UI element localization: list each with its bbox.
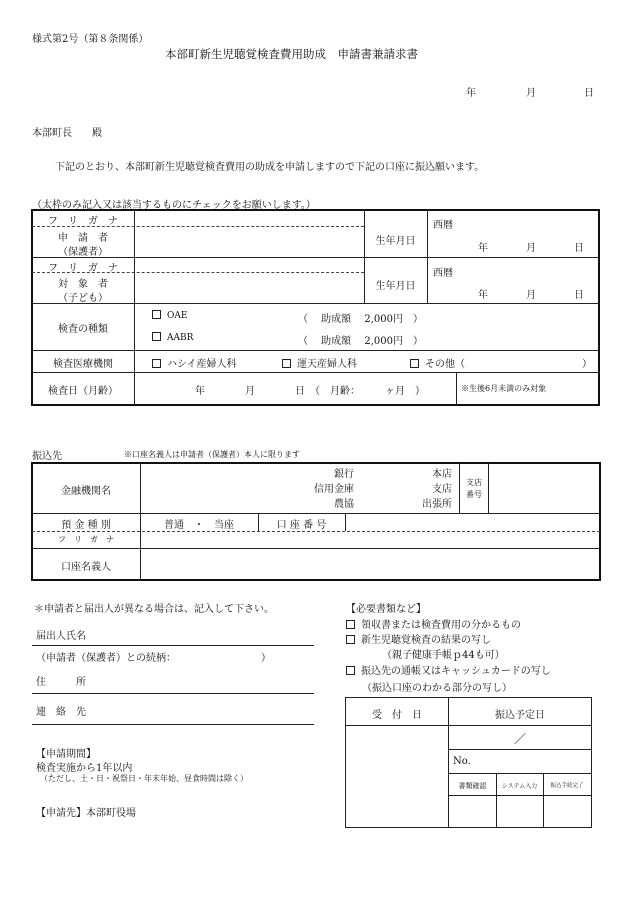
exam-date-note: ※生後6月未満のみ対象	[461, 384, 547, 393]
subject-label: 対 象 者	[58, 279, 108, 290]
required-sub1: （親子健康手帳ｐ44も可）	[382, 650, 505, 661]
applicant-birth-label: 生年月日	[375, 236, 416, 247]
facility-label: 検査医療機関	[53, 359, 113, 370]
applicant-furigana-label: フ リ ガ ナ	[48, 216, 118, 227]
applicant-birth-year: 年	[478, 243, 488, 254]
subject-birth-label: 生年月日	[375, 281, 416, 292]
account-number-label: 口 座 番 号	[276, 520, 327, 531]
check-system-label: システム入力	[501, 783, 538, 790]
form-number: 様式第2号（第８条関係）	[32, 34, 149, 45]
notifier-contact-label: 連 絡 先	[36, 707, 86, 718]
exam-amount-oae: （ 助成額 2,000円 ）	[298, 314, 423, 325]
branch-no-label-1: 支店	[466, 478, 482, 487]
facility-close-paren: ）	[582, 359, 592, 370]
required-item-receipt: 領収書または検査費用の分かるもの	[346, 616, 521, 631]
branch-type-branch: 支店	[432, 484, 452, 495]
checkbox-icon	[346, 635, 355, 644]
received-date-label: 受 付 日	[372, 710, 422, 721]
applicant-birth-month: 月	[526, 243, 536, 254]
frame-note: （太枠のみ記入又は該当するものにチェックをお願いします。）	[32, 200, 316, 211]
exam-type-label: 検査の種類	[58, 324, 108, 335]
transfer-note: ※口座名義人は申請者（保護者）本人に限ります	[124, 450, 300, 459]
bank-type-credit: 信用金庫	[314, 484, 354, 495]
date-month: 月	[526, 88, 536, 99]
deposit-type-label: 預 金 種 別	[61, 520, 111, 531]
scheduled-date-label: 振込予定日	[495, 710, 545, 721]
applicant-sub-label: （保護者）	[58, 247, 108, 258]
exam-date-value[interactable]: 年 月 日 （ 月齢： ヶ月 ）	[195, 386, 425, 397]
deposit-type-value[interactable]: 普通 ・ 当座	[164, 520, 234, 531]
bank-type-ja: 農協	[334, 499, 354, 510]
applicant-birth-day: 日	[574, 243, 584, 254]
branch-no-label-2: 番号	[466, 490, 482, 499]
bank-type-bank: 銀行	[334, 469, 354, 480]
subject-furigana-label: フ リ ガ ナ	[48, 263, 118, 274]
notifier-name-label: 届出人氏名	[36, 631, 86, 642]
required-item-result: 新生児聴覚検査の結果の写し	[346, 631, 491, 646]
date-year: 年	[466, 88, 476, 99]
subject-birth-year: 年	[478, 290, 488, 301]
exam-amount-aabr: （ 助成額 2,000円 ）	[298, 336, 423, 347]
notifier-heading: ＊申請者と届出人が異なる場合は、記入して下さい。	[34, 604, 274, 615]
facility-option-other[interactable]: その他（	[410, 355, 465, 370]
period-line2: （ただし、土・日・祝祭日・年末年始、昼食時間は除く）	[40, 774, 248, 783]
date-day: 日	[584, 88, 594, 99]
facility-option-unten[interactable]: 運天産婦人科	[282, 355, 357, 370]
subject-era: 西暦	[433, 268, 453, 279]
addressee: 本部町長 殿	[32, 128, 102, 139]
check-transfer-label: 振込手続完了	[550, 783, 584, 789]
holder-label: 口座名義人	[61, 562, 111, 573]
notifier-relation: （申請者（保護者）との続柄： ）	[36, 653, 271, 664]
bank-label: 金融機関名	[61, 486, 111, 497]
form-title: 本部町新生児聴覚検査費用助成 申請書兼請求書	[165, 47, 418, 61]
transfer-heading: 振込先	[32, 451, 62, 462]
exam-option-aabr[interactable]: AABR	[152, 332, 193, 343]
period-heading: 【申請期間】	[36, 749, 96, 760]
period-line1: 検査実施から1年以内	[36, 763, 133, 774]
checkbox-icon[interactable]	[152, 359, 161, 368]
checkbox-icon	[346, 666, 355, 675]
intro-text: 下記のとおり、本部町新生児聴覚検査費用の助成を申請しますので下記の口座に振込願います。	[55, 162, 485, 173]
required-sub2: （振込口座のわかる部分の写し）	[362, 683, 512, 694]
required-item-passbook: 振込先の通帳又はキャッシュカードの写し	[346, 662, 551, 677]
exam-date-label: 検査日（月齢）	[48, 386, 118, 397]
office-no-label: No.	[453, 756, 471, 767]
check-documents-label: 書類確認	[458, 782, 487, 790]
branch-type-office: 出張所	[422, 499, 452, 510]
checkbox-icon	[346, 620, 355, 629]
checkbox-icon[interactable]	[410, 359, 419, 368]
holder-furigana-label: フ リ ガ ナ	[58, 535, 114, 544]
checkbox-icon[interactable]	[152, 310, 161, 319]
scheduled-date-slash: ／	[513, 732, 526, 746]
destination: 【申請先】本部町役場	[36, 808, 136, 819]
applicant-era: 西暦	[433, 220, 453, 231]
facility-option-hashii[interactable]: ハシイ産婦人科	[152, 355, 237, 370]
checkbox-icon[interactable]	[282, 359, 291, 368]
required-heading: 【必要書類など】	[346, 604, 426, 615]
notifier-address-label: 住 所	[36, 677, 86, 688]
branch-type-main: 本店	[432, 469, 452, 480]
subject-sub-label: （子ども）	[58, 293, 108, 304]
exam-option-oae[interactable]: OAE	[152, 310, 187, 321]
subject-birth-day: 日	[574, 290, 584, 301]
checkbox-icon[interactable]	[152, 332, 161, 341]
subject-birth-month: 月	[526, 290, 536, 301]
applicant-label: 申 請 者	[58, 233, 108, 244]
